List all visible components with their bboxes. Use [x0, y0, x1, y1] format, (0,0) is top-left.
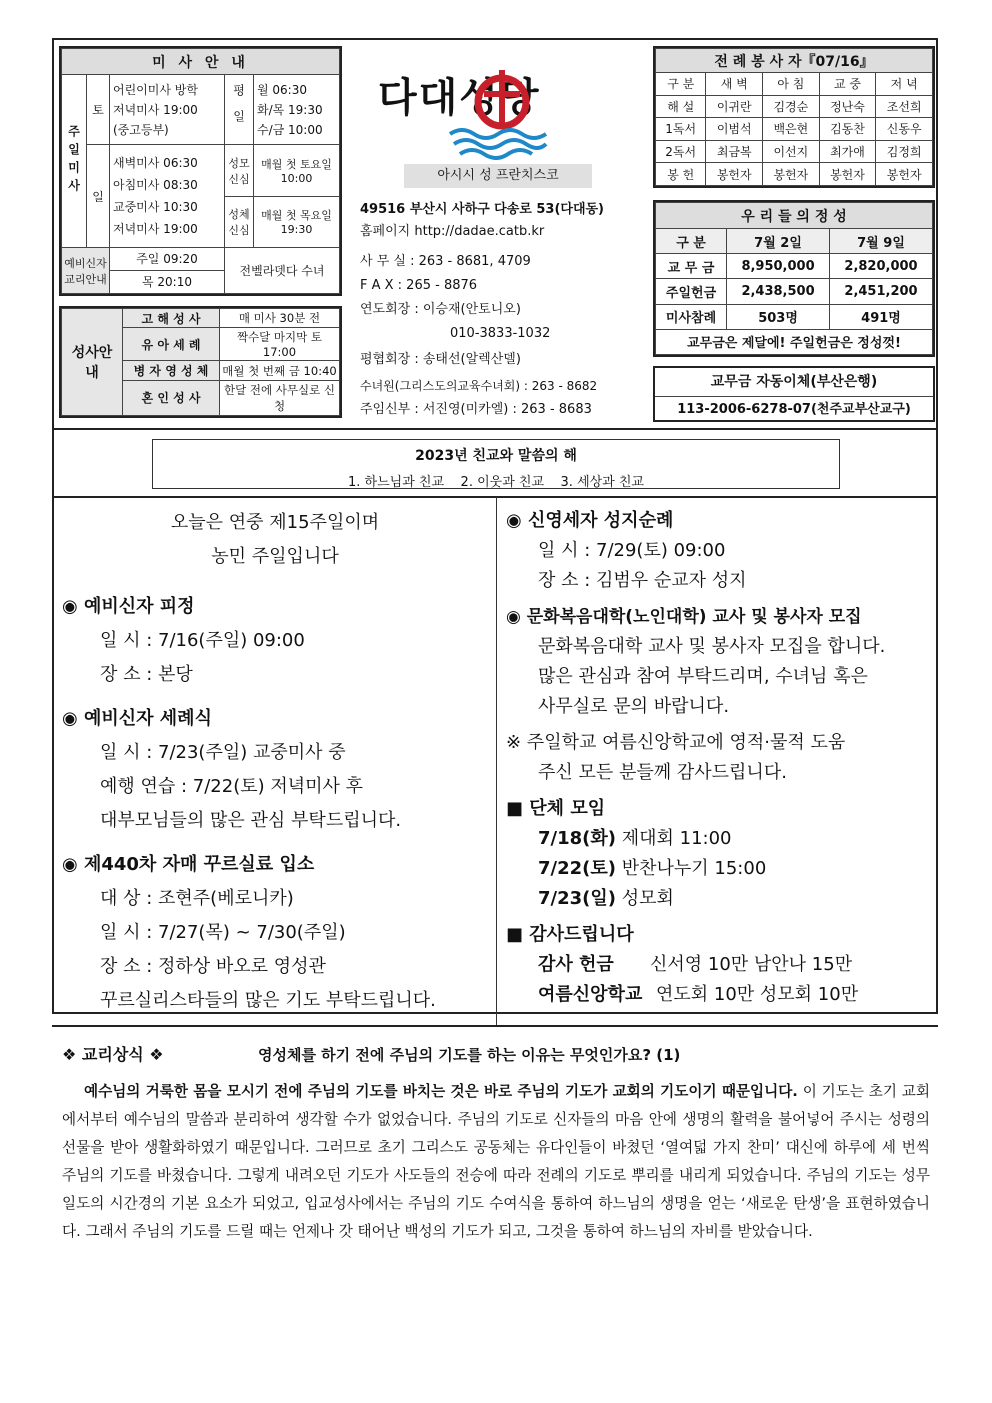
- servers-header: 구 분: [656, 73, 706, 96]
- lay-council-president: 평협회장 : 송태선(알렉산델): [360, 352, 521, 367]
- left-column: [62, 506, 488, 1018]
- sacraments-box: [59, 306, 342, 418]
- offering-cell: 주일헌금: [656, 279, 727, 304]
- server-cell: 최금복: [706, 140, 763, 163]
- server-cell: 봉헌자: [819, 163, 876, 186]
- sunday-mass-label: 주일미사: [62, 75, 87, 248]
- cursillo-heading: ◉ 제440차 자매 꾸르실료 입소: [62, 854, 315, 875]
- server-cell: 이범석: [706, 118, 763, 141]
- sacrament-desc: 짝수달 마지막 토 17:00: [220, 328, 340, 361]
- catechism-label: ❖ 교리상식 ❖: [62, 1045, 164, 1064]
- senior-college-line-1: 문화복음대학 교사 및 봉사자 모집을 합니다.: [538, 636, 886, 657]
- offering-cell: 2,820,000: [830, 254, 933, 279]
- senior-college-line-2: 많은 관심과 참여 부탁드리며, 수녀님 혹은: [538, 666, 868, 687]
- catechumen-class-label: 예비신자교리안내: [62, 248, 110, 294]
- catechism-question: 영성체를 하기 전에 주님의 기도를 하는 이유는 무엇인가요? (1): [258, 1046, 681, 1064]
- offerings-header: 7월 9일: [830, 229, 933, 254]
- saturday-label: 토: [87, 75, 110, 145]
- server-cell: 봉헌자: [876, 163, 933, 186]
- pilgrimage-heading: ◉ 신영세자 성지순례: [506, 510, 674, 531]
- parish-logo-icon: [440, 64, 550, 160]
- offerings-title: 우 리 들 의 정 성: [656, 203, 933, 229]
- senior-college-line-3: 사무실로 문의 바랍니다.: [538, 696, 730, 717]
- sacrament-desc: 매 미사 30분 전: [220, 309, 340, 328]
- eucharist-devotion-label: 성체신심: [225, 196, 254, 247]
- servers-header: 교 중: [819, 73, 876, 96]
- offerings-note: 교무금은 제달에! 주일헌금은 정성껏!: [656, 329, 933, 354]
- offering-cell: 491명: [830, 304, 933, 329]
- sat-mass-3: (중고등부): [113, 122, 169, 137]
- retreat-heading: ◉ 예비신자 피정: [62, 596, 195, 617]
- liturgy-servers-box: [653, 46, 935, 188]
- baptism-date: 일 시 : 7/23(주일) 교중미사 중: [100, 742, 346, 763]
- offering-cell: 2,438,500: [727, 279, 830, 304]
- thanks-note-1: ※ 주일학교 여름신앙학교에 영적·물적 도움: [506, 732, 846, 753]
- servers-header: 아 침: [763, 73, 820, 96]
- cursillo-place: 장 소 : 정하상 바오로 영성관: [100, 956, 326, 977]
- server-cell: 백은현: [763, 118, 820, 141]
- year-theme-box: [152, 439, 840, 489]
- cursillo-note: 꾸르실리스타들의 많은 기도 부탁드립니다.: [100, 990, 436, 1011]
- sacraments-label: 성사안내: [62, 309, 123, 416]
- senior-college-heading: ◉ 문화복음대학(노인대학) 교사 및 봉사자 모집: [506, 607, 862, 627]
- baptism-note: 대부모님들의 많은 관심 부탁드립니다.: [100, 810, 402, 831]
- parish-patron: 아시시 성 프란치스코: [404, 164, 592, 188]
- server-cell: 이선지: [763, 140, 820, 163]
- servers-header: 저 녁: [876, 73, 933, 96]
- marian-devotion-label: 성모신심: [225, 145, 254, 196]
- marian-devotion-time: 매월 첫 토요일 10:00: [254, 145, 340, 196]
- offering-cell: 미사참례: [656, 304, 727, 329]
- right-column: [506, 506, 930, 1010]
- column-divider: [496, 497, 497, 1027]
- parish-name: 다대성당: [378, 75, 541, 121]
- parish-homepage[interactable]: 홈페이지 http://dadae.catb.kr: [360, 224, 545, 239]
- meeting-text: 제대회 11:00: [621, 828, 732, 849]
- baptism-heading: ◉ 예비신자 세례식: [62, 708, 212, 729]
- server-cell: 김동찬: [819, 118, 876, 141]
- sat-mass-2: 저녁미사 19:00: [113, 102, 198, 117]
- sunday-label: 일: [87, 145, 110, 248]
- year-theme-title: 2023년 친교와 말씀의 해: [415, 448, 577, 464]
- meeting-text: 성모회: [621, 888, 674, 909]
- gratitude-label: 감사 헌금: [538, 954, 614, 975]
- divider: [52, 1025, 938, 1027]
- offering-cell: 교 무 금: [656, 254, 727, 279]
- server-cell: 1독서: [656, 118, 706, 141]
- council-president: 연도회장 : 이승재(안토니오): [360, 302, 521, 317]
- sun-mass-1: 새벽미사 06:30: [113, 156, 198, 171]
- sat-mass-1: 어린이미사 방학: [113, 82, 198, 97]
- groups-heading: ■ 단체 모임: [506, 798, 606, 819]
- eucharist-devotion-time: 매월 첫 목요일 19:30: [261, 209, 332, 237]
- meeting-text: 반찬나누기 15:00: [621, 858, 767, 879]
- sacrament-name: 고 해 성 사: [123, 309, 220, 328]
- server-cell: 최가애: [819, 140, 876, 163]
- parish-address: 49516 부산시 사하구 다송로 53(다대동): [360, 202, 605, 217]
- pastor-phone: 주임신부 : 서진영(미카엘) : 263 - 8683: [360, 402, 592, 417]
- catechism-body: [62, 1078, 930, 1246]
- offerings-box: [653, 200, 935, 357]
- weekday-mass-1: 월 06:30: [257, 82, 307, 97]
- offering-cell: 503명: [727, 304, 830, 329]
- bank-transfer-box: [653, 366, 935, 422]
- server-cell: 이귀란: [706, 95, 763, 118]
- convent-phone: 수녀원(그리스도의교육수녀회) : 263 - 8682: [360, 379, 598, 393]
- mass-schedule-box: [59, 46, 342, 296]
- meeting-date: 7/22(토): [538, 858, 616, 879]
- server-cell: 신동우: [876, 118, 933, 141]
- servers-title: 전 례 봉 사 자『07/16』: [656, 49, 933, 73]
- council-phone: 010-3833-1032: [450, 326, 551, 341]
- servers-header: 새 벽: [706, 73, 763, 96]
- cursillo-date: 일 시 : 7/27(목) ~ 7/30(주일): [100, 922, 346, 943]
- server-cell: 2독서: [656, 140, 706, 163]
- sunday-heading-1: 오늘은 연중 제15주일이며: [170, 512, 380, 533]
- weekday-mass-2: 화/목 19:30: [257, 102, 323, 117]
- offerings-header: 구 분: [656, 229, 727, 254]
- gratitude-text: 연도회 10만 성모회 10만: [656, 984, 859, 1005]
- gratitude-text: 신서영 10만 남안나 15만: [650, 954, 853, 975]
- gratitude-label: 여름신앙학교: [538, 984, 643, 1005]
- sacrament-name: 유 아 세 례: [123, 328, 220, 361]
- office-phone: 사 무 실 : 263 - 8681, 4709: [360, 254, 531, 269]
- divider: [52, 496, 938, 498]
- catechism-text: 이 기도는 초기 교회에서부터 예수님의 말씀과 분리하여 생각할 수가 없었습니다. 주님의 기도로 신자들의 마음 안에 생명의 활력을 불어넣어 주시는 성령의 선물을 받아 생활화하였기 때문입니다. 그러므로 초기 그리스도 공동체는 유다인들이 바쳤던 ‘열여덟 가지 찬미’ 대신에 하루에 세 번씩 주님의 기도를 바쳤습니다. 그렇게 내려오던 기도가 사도들의 전승에 따라 전례의 기도로 뿌리를 내리게 되었습니다. 주님의 기도는 성무일도의 시간경의 기본 요소가 되었고, 입교성사에서는 주님의 기도 수여식을 통하여 하느님의 생명을 얻는 ‘새로운 탄생’을 표현하였습니다. 그래서 주님의 기도를 드릴 때는 언제나 갓 태어난 백성의 기도가 되고, 그것을 통하여 하느님의 자비를 받았습니다.: [62, 1083, 930, 1240]
- weekday-mass-3: 수/금 10:00: [257, 122, 323, 137]
- server-cell: 봉헌자: [763, 163, 820, 186]
- server-cell: 봉헌자: [706, 163, 763, 186]
- divider: [52, 428, 938, 430]
- cat-time-2: 목 20:10: [110, 270, 224, 293]
- sacrament-name: 혼 인 성 사: [123, 380, 220, 415]
- cat-time-1: 주일 09:20: [136, 252, 198, 266]
- baptism-rehearsal: 예행 연습 : 7/22(토) 저녁미사 후: [100, 776, 364, 797]
- server-cell: 정난숙: [819, 95, 876, 118]
- sacrament-desc: 매월 첫 번째 금 10:40: [220, 361, 340, 380]
- retreat-date: 일 시 : 7/16(주일) 09:00: [100, 630, 305, 651]
- bank-title: 교무금 자동이체(부산은행): [655, 368, 933, 397]
- cat-teacher: 전벨라뎃다 수녀: [225, 248, 340, 294]
- sacrament-desc: 한달 전에 사무실로 신청: [220, 380, 340, 415]
- offering-cell: 8,950,000: [727, 254, 830, 279]
- server-cell: 김경순: [763, 95, 820, 118]
- weekday-label: 평일: [225, 75, 254, 145]
- server-cell: 김정희: [876, 140, 933, 163]
- sun-mass-4: 저녁미사 19:00: [113, 222, 198, 237]
- pilgrimage-place: 장 소 : 김범우 순교자 성지: [538, 570, 747, 591]
- gratitude-heading: ■ 감사드립니다: [506, 924, 634, 945]
- fax-number: F A X : 265 - 8876: [360, 278, 478, 293]
- year-theme-items: 1. 하느님과 친교 2. 이웃과 친교 3. 세상과 친교: [348, 475, 644, 490]
- sunday-heading-2: 농민 주일입니다: [211, 546, 339, 567]
- meeting-date: 7/23(일): [538, 888, 616, 909]
- meeting-date: 7/18(화): [538, 828, 616, 849]
- sacrament-name: 병 자 영 성 체: [123, 361, 220, 380]
- sun-mass-3: 교중미사 10:30: [113, 200, 198, 215]
- pilgrimage-date: 일 시 : 7/29(토) 09:00: [538, 540, 726, 561]
- server-cell: 해 설: [656, 95, 706, 118]
- server-cell: 봉 헌: [656, 163, 706, 186]
- bank-account: 113-2006-6278-07(천주교부산교구): [677, 402, 911, 417]
- mass-title: 미 사 안 내: [62, 49, 340, 75]
- sun-mass-2: 아침미사 08:30: [113, 178, 198, 193]
- offering-cell: 2,451,200: [830, 279, 933, 304]
- catechism-lead: 예수님의 거룩한 몸을 모시기 전에 주님의 기도를 바치는 것은 바로 주님의 기도가 교회의 기도이기 때문입니다.: [84, 1083, 798, 1100]
- thanks-note-2: 주신 모든 분들께 감사드립니다.: [538, 762, 787, 783]
- cursillo-target: 대 상 : 조현주(베로니카): [100, 888, 294, 909]
- offerings-header: 7월 2일: [727, 229, 830, 254]
- server-cell: 조선희: [876, 95, 933, 118]
- retreat-place: 장 소 : 본당: [100, 664, 193, 685]
